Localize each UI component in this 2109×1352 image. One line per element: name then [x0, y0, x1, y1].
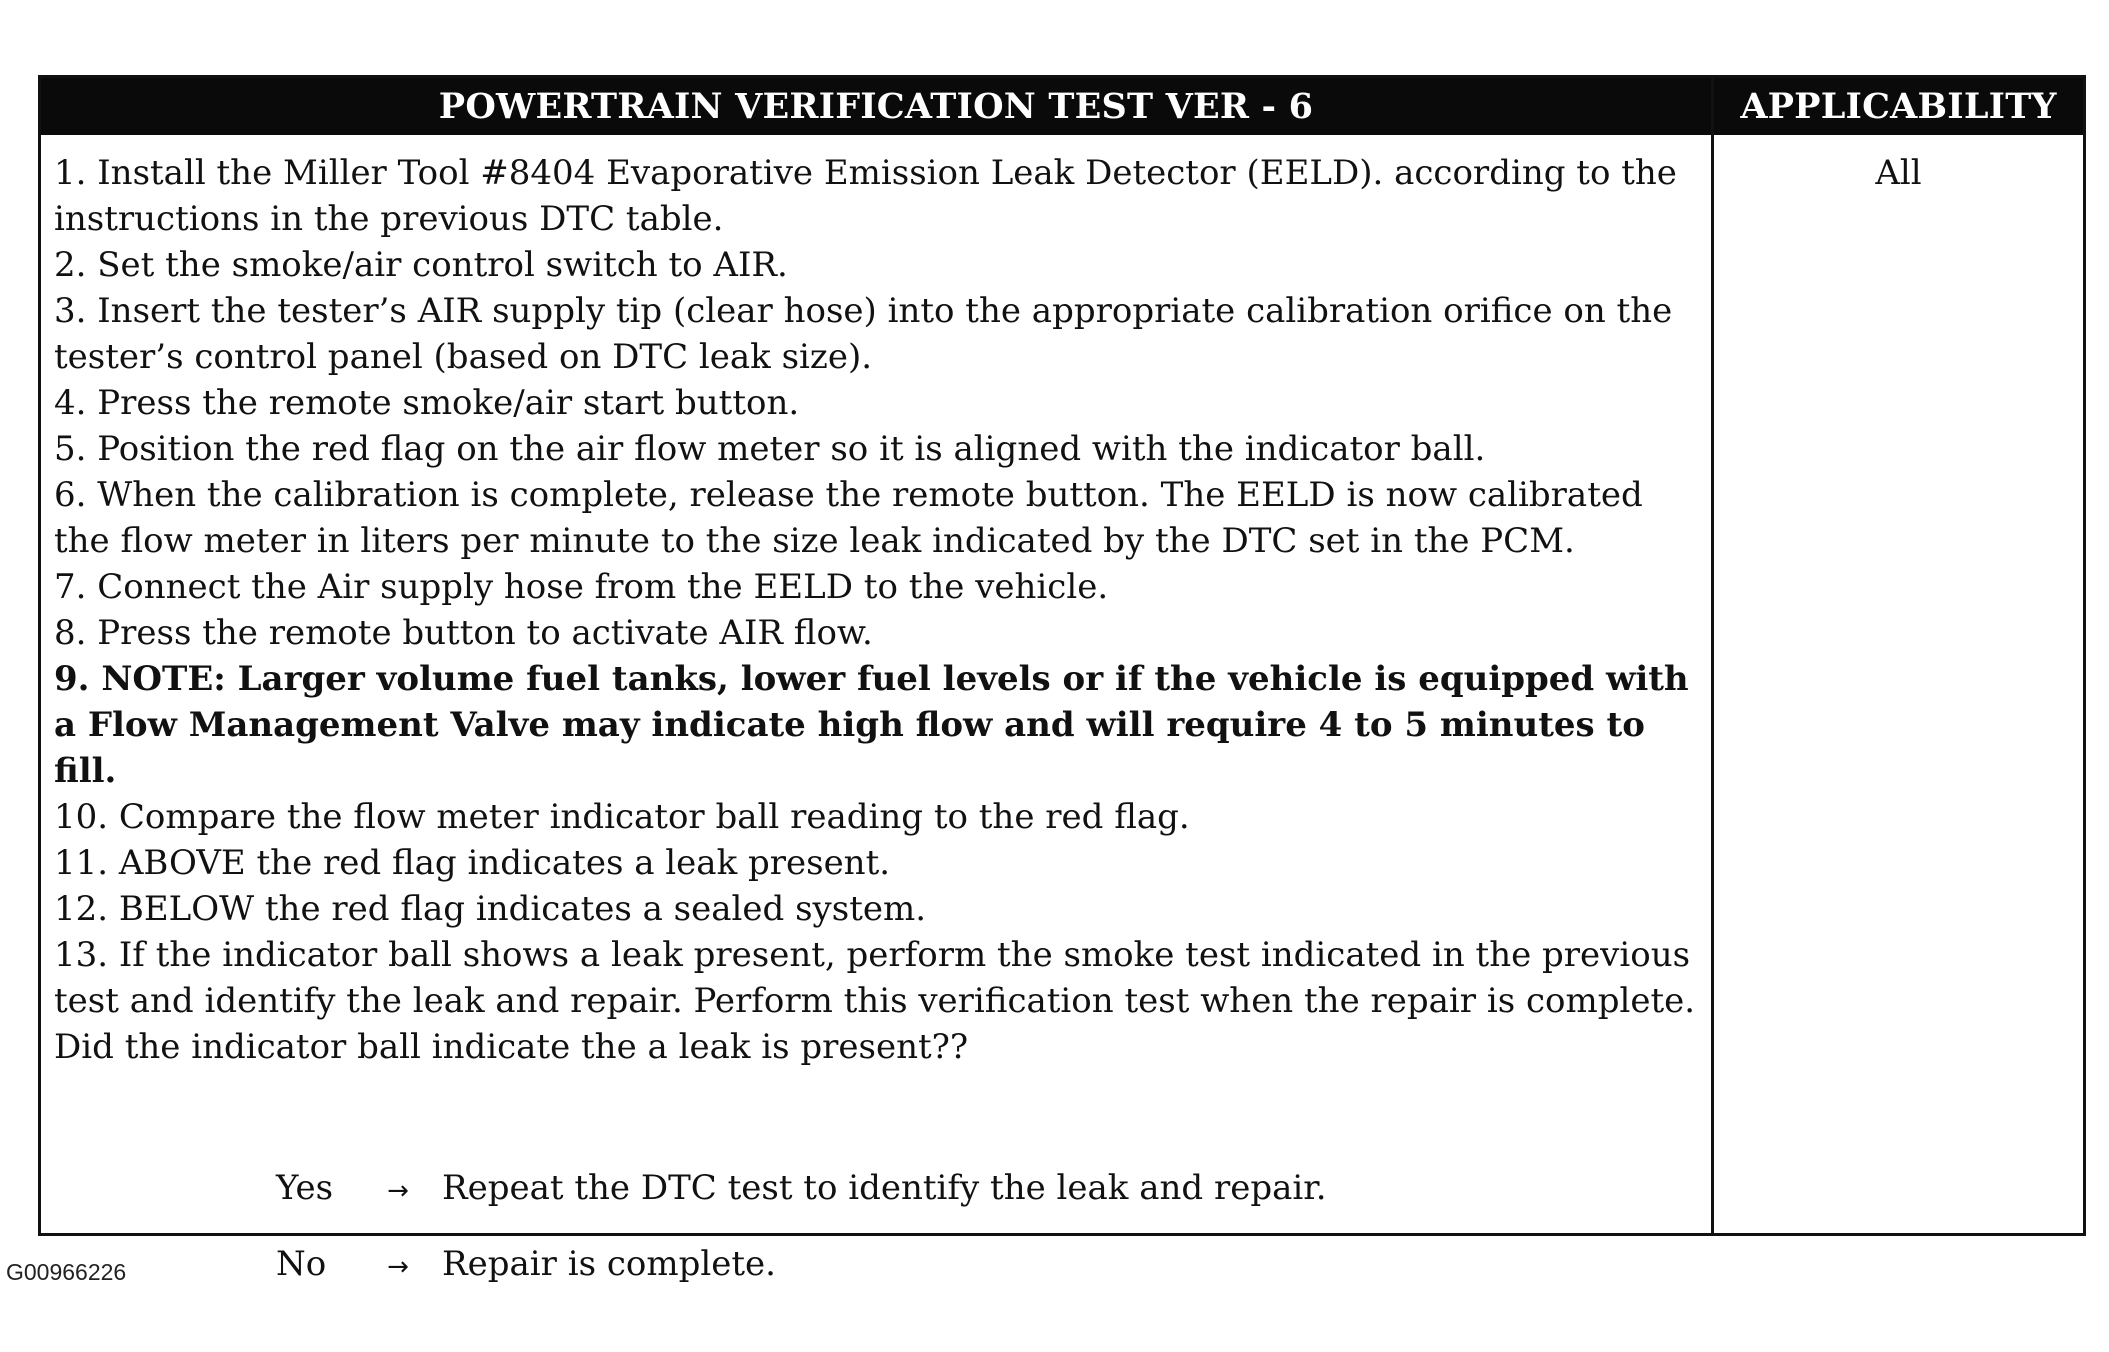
procedure-step: 10. Compare the flow meter indicator ball reading to the red flag.: [54, 797, 1190, 837]
procedure-step: 3. Insert the tester’s AIR supply tip (clear hose) into the appropriate calibration orifice on the tester’s control panel (based on DTC leak size).: [54, 291, 1673, 377]
procedure-step: 8. Press the remote button to activate AIR flow.: [54, 613, 873, 653]
answer-yes-result: Repeat the DTC test to identify the leak and repair.: [442, 1168, 1327, 1208]
answer-no-result: Repair is complete.: [442, 1244, 776, 1284]
column-divider: [1711, 78, 1714, 1233]
procedure-step: 1. Install the Miller Tool #8404 Evaporative Emission Leak Detector (EELD). according to the instructions in the previous DTC table.: [54, 153, 1677, 239]
procedure-step: 4. Press the remote smoke/air start button.: [54, 383, 800, 423]
right-arrow-icon: →: [387, 1252, 409, 1282]
answer-yes-label: Yes: [276, 1168, 334, 1208]
right-arrow-icon: →: [387, 1176, 409, 1206]
figure-id: G00966226: [6, 1259, 127, 1285]
procedure-step: 6. When the calibration is complete, release the remote button. The EELD is now calibrated the flow meter in liters per minute to the size leak indicated by the DTC set in the PCM.: [54, 475, 1643, 561]
procedure-step-note: 9. NOTE: Larger volume fuel tanks, lower fuel levels or if the vehicle is equipped with a Flow Management Valve may indicate high flow and will require 4 to 5 minutes to fill.: [54, 659, 1689, 791]
applicability-header: APPLICABILITY: [1740, 86, 2057, 127]
procedure-title: POWERTRAIN VERIFICATION TEST VER - 6: [438, 86, 1314, 127]
answer-no-row: [276, 1241, 776, 1290]
procedure-step: 11. ABOVE the red flag indicates a leak present.: [54, 843, 891, 883]
procedure-step-question: 13. If the indicator ball shows a leak present, perform the smoke test indicated in the previous test and identify the leak and repair. Perform this verification test when the repair is complete. Did the indicator ball indicate the a leak is present??: [54, 935, 1696, 1067]
procedure-step: 2. Set the smoke/air control switch to AIR.: [54, 245, 788, 285]
table-header: [41, 78, 2083, 135]
answer-no-label: No: [276, 1244, 327, 1284]
procedure-step: 12. BELOW the red flag indicates a sealed system.: [54, 889, 927, 929]
procedure-step: 7. Connect the Air supply hose from the EELD to the vehicle.: [54, 567, 1109, 607]
procedure-steps: [54, 150, 1704, 1070]
applicability-value: All: [1875, 153, 1922, 193]
procedure-step: 5. Position the red flag on the air flow meter so it is aligned with the indicator ball.: [54, 429, 1486, 469]
answer-yes-row: [276, 1165, 1327, 1214]
